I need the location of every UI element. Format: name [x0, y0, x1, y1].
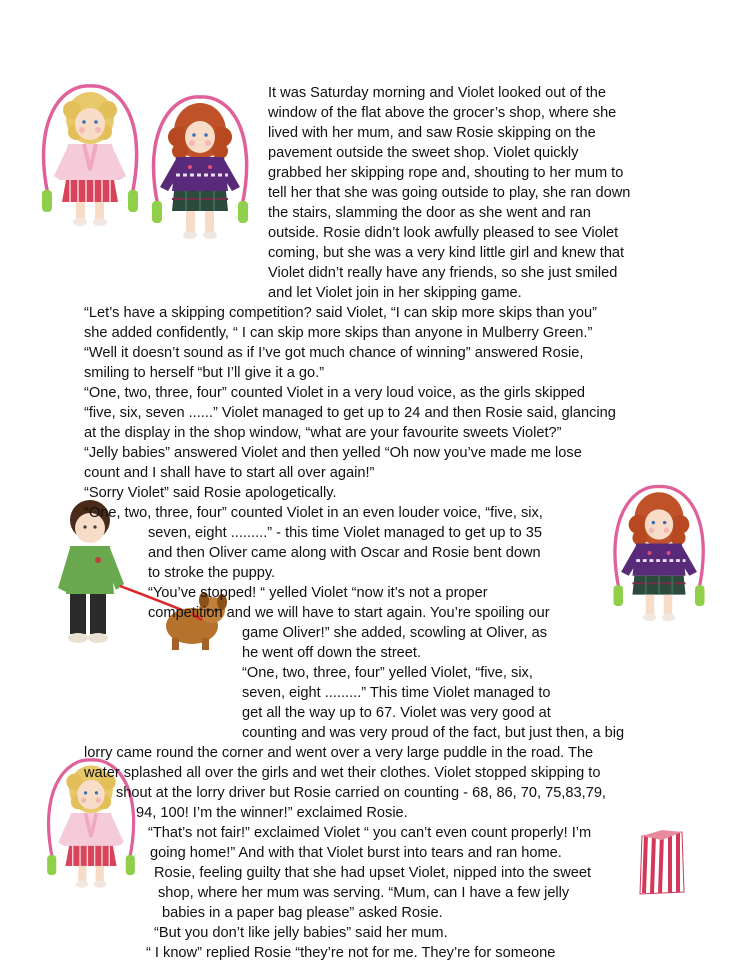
- story-line: smiling to herself “but I’ll give it a go.”: [84, 365, 325, 381]
- story-line: “One, two, three, four” counted Violet in a very loud voice, as the girls skipped: [84, 385, 586, 401]
- story-line: “You’ve stopped! “ yelled Violet “now it’s not a proper: [148, 585, 488, 601]
- story-line: counting and was very proud of the fact, but just then, a big: [242, 725, 625, 741]
- story-line: “five, six, seven ......” Violet managed to get up to 24 and then Rosie said, glancing: [84, 405, 616, 421]
- story-line: “Jelly babies” answered Violet and then yelled “Oh now you’ve made me lose: [84, 445, 582, 461]
- story-line: “Sorry Violet” said Rosie apologetically.: [84, 485, 337, 501]
- story-line: babies in a paper bag please” asked Rosie.: [162, 905, 443, 921]
- story-line: “Let’s have a skipping competition? said Violet, “I can skip more skips than you”: [84, 305, 597, 321]
- story-line: count and I shall have to start all over again!”: [84, 465, 375, 481]
- story-line: “Well it doesn’t sound as if I’ve got much chance of winning” answered Rosie,: [84, 345, 584, 361]
- story-line: “One, two, three, four” yelled Violet, “five, six,: [242, 665, 533, 681]
- story-line: lived with her mum, and saw Rosie skipping on the: [268, 125, 596, 141]
- story-line: shout at the lorry driver but Rosie carried on counting - 68, 86, 70, 75,83,79,: [116, 785, 606, 801]
- story-line: Rosie, feeling guilty that she had upset Violet, nipped into the sweet: [154, 865, 592, 881]
- story-line: lorry came round the corner and went over a very large puddle in the road. The: [84, 745, 594, 761]
- story-line: Violet didn’t really have any friends, so she just smiled: [268, 265, 618, 281]
- story-line: and let Violet join in her skipping game.: [268, 285, 522, 301]
- story-line: he went off down the street.: [242, 645, 422, 661]
- sweet-paper-bag: [636, 826, 688, 896]
- violet-skipping-doll: [142, 76, 258, 256]
- story-line: pavement outside the sweet shop. Violet quickly: [268, 145, 579, 161]
- story-line: outside. Rosie didn’t look awfully pleased to see Violet: [268, 225, 619, 241]
- story-line: window of the flat above the grocer’s shop, where she: [268, 105, 617, 121]
- story-line: tell her that she was going outside to play, she ran down: [268, 185, 631, 201]
- story-line: It was Saturday morning and Violet looked out of the: [268, 85, 607, 101]
- story-line: seven, eight .........” - this time Violet managed to get up to 35: [148, 525, 542, 541]
- story-line: “One, two, three, four” counted Violet in an even louder voice, “five, six,: [84, 505, 543, 521]
- story-line: the stairs, slamming the door as she went and ran: [268, 205, 591, 221]
- story-line: 94, 100! I’m the winner!” exclaimed Rosie.: [136, 805, 408, 821]
- story-line: competition and we will have to start again. You’re spoiling our: [148, 605, 550, 621]
- story-line: grabbed her skipping rope and, shouting to her mum to: [268, 165, 624, 181]
- story-line: and then Oliver came along with Oscar and Rosie bent down: [148, 545, 541, 561]
- story-line: game Oliver!” she added, scowling at Oliver, as: [242, 625, 547, 641]
- rosie-skipping-doll: [32, 80, 148, 230]
- story-line: “But you don’t like jelly babies” said her mum.: [154, 925, 448, 941]
- violet-skipping-doll-right: [604, 462, 714, 642]
- story-line: get all the way up to 67. Violet was very good at: [242, 705, 551, 721]
- story-line: “ I know” replied Rosie “they’re not for me. They’re for someone: [146, 945, 556, 961]
- story-line: going home!” And with that Violet burst into tears and ran home.: [150, 845, 562, 861]
- story-line: coming, but she was a very kind little girl and knew that: [268, 245, 625, 261]
- story-line: at the display in the shop window, “what are your favourite sweets Violet?”: [84, 425, 562, 441]
- story-line: “That’s not fair!” exclaimed Violet “ you can’t even count properly! I’m: [148, 825, 592, 841]
- story-line: shop, where her mum was serving. “Mum, can I have a few jelly: [158, 885, 570, 901]
- story-line: water splashed all over the girls and wet their clothes. Violet stopped skipping to: [84, 765, 601, 781]
- story-line: to stroke the puppy.: [148, 565, 276, 581]
- story-line: she added confidently, “ I can skip more skips than anyone in Mulberry Green.”: [84, 325, 593, 341]
- story-line: seven, eight .........” This time Violet managed to: [242, 685, 551, 701]
